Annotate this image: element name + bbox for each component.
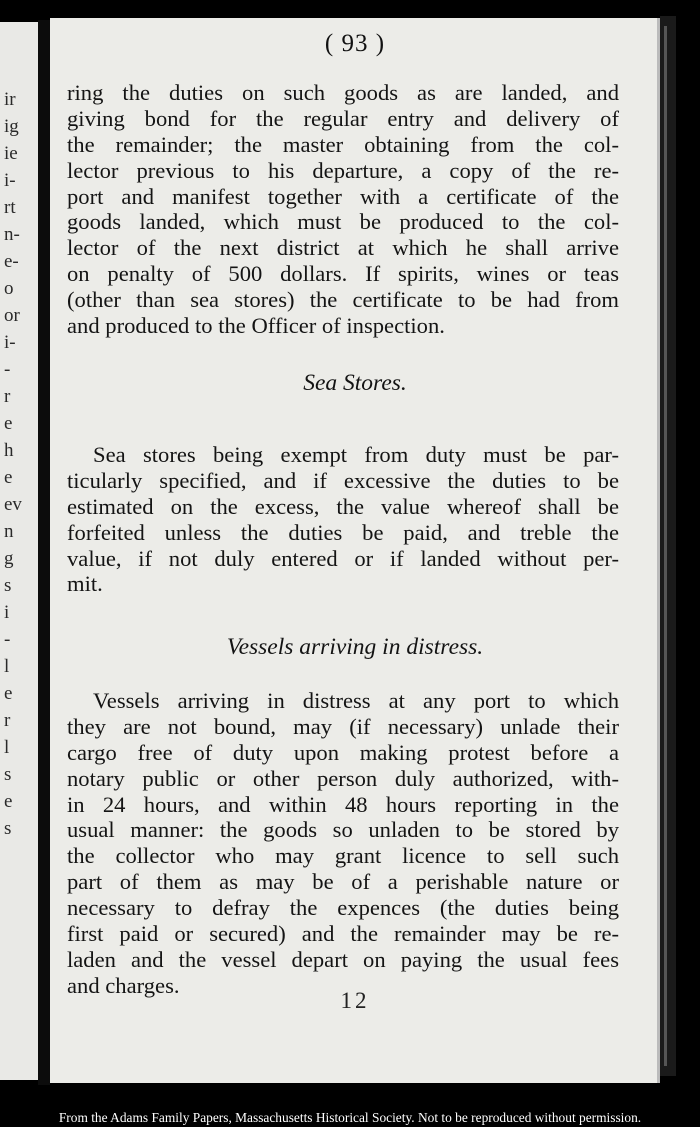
text-line: first paid or secured) and the remainder may be re- <box>67 921 619 947</box>
facing-page-text: i <box>4 602 10 623</box>
book-page-93 <box>50 18 660 1083</box>
text-line: estimated on the excess, the value whereof shall be <box>67 493 619 519</box>
text-line: value, if not duly entered or if landed without per- <box>67 545 619 571</box>
facing-page-text: s <box>4 818 12 839</box>
facing-page-text: ig <box>4 116 19 137</box>
text-line: necessary to defray the expences (the duties being <box>67 895 619 921</box>
facing-page-text: e <box>4 467 13 488</box>
facing-page-text: - <box>4 359 11 380</box>
text-line: ticularly specified, and if excessive the duties to be <box>67 467 619 493</box>
paragraph-vessels-in-distress <box>67 688 619 999</box>
facing-page-text: ie <box>4 143 18 164</box>
facing-page-text: s <box>4 764 12 785</box>
heading-vessels-in-distress: Vessels arriving in distress. <box>226 634 484 660</box>
facing-page-text: g <box>4 548 14 569</box>
text-line: goods landed, which must be produced to the col- <box>67 209 619 235</box>
facing-page-text: n <box>4 521 14 542</box>
copyright-footer: From the Adams Family Papers, Massachusetts Historical Society. Not to be reproduced without permission. <box>58 1110 642 1125</box>
text-line: usual manner: the goods so unladen to be stored by <box>67 817 619 843</box>
facing-page-fragment <box>0 22 40 1080</box>
book-gutter <box>38 20 50 1085</box>
facing-page-text: l <box>4 656 10 677</box>
facing-page-text: o <box>4 278 14 299</box>
page-edge <box>660 16 676 1076</box>
text-line: Vessels arriving in distress at any port to which <box>93 688 619 713</box>
text-line: lector of the next district at which he shall arrive <box>67 235 619 261</box>
text-line: notary public or other person duly authorized, with- <box>67 765 619 791</box>
text-line: and charges. <box>67 972 180 998</box>
facing-page-text: i- <box>4 170 16 191</box>
facing-page-text: e- <box>4 251 19 272</box>
text-line: in 24 hours, and within 48 hours reporting in the <box>67 791 619 817</box>
text-line: the collector who may grant licence to sell such <box>67 843 619 869</box>
text-line: giving bond for the regular entry and delivery of <box>67 105 619 131</box>
page-number: ( 93 ) <box>324 30 386 57</box>
facing-page-text: rt <box>4 197 16 218</box>
heading-sea-stores: Sea Stores. <box>303 370 407 396</box>
facing-page-text: r <box>4 386 11 407</box>
text-line: the remainder; the master obtaining from the col- <box>67 131 619 157</box>
facing-page-text: n- <box>4 224 20 245</box>
facing-page-text: ir <box>4 89 16 110</box>
paragraph-sea-stores <box>67 442 619 597</box>
text-line: they are not bound, may (if necessary) unlade their <box>67 713 619 739</box>
text-line: mit. <box>67 571 103 597</box>
facing-page-text: h <box>4 440 14 461</box>
facing-page-text: e <box>4 683 13 704</box>
facing-page-text: e <box>4 791 13 812</box>
text-line: (other than sea stores) the certificate to be had from <box>67 287 619 313</box>
paragraph-import-duties <box>67 80 619 339</box>
facing-page-text: or <box>4 305 20 326</box>
facing-page-text: ev <box>4 494 22 515</box>
facing-page-text: l <box>4 737 10 758</box>
text-line: Sea stores being exempt from duty must be par- <box>93 442 619 467</box>
facing-page-text: s <box>4 575 12 596</box>
text-line: ring the duties on such goods as are landed, and <box>67 80 619 105</box>
facing-page-text: i- <box>4 332 16 353</box>
facing-page-text: e <box>4 413 13 434</box>
text-line: port and manifest together with a certificate of the <box>67 183 619 209</box>
facing-page-text: r <box>4 710 11 731</box>
text-line: cargo free of duty upon making protest before a <box>67 739 619 765</box>
text-line: lector previous to his departure, a copy of the re- <box>67 157 619 183</box>
facing-page-text: - <box>4 629 11 650</box>
text-line: on penalty of 500 dollars. If spirits, wines or teas <box>67 261 619 287</box>
text-line: forfeited unless the duties be paid, and treble the <box>67 519 619 545</box>
signature-mark: 12 <box>340 988 370 1013</box>
text-line: and produced to the Officer of inspection. <box>67 313 445 339</box>
text-line: laden and the vessel depart on paying the usual fees <box>67 946 619 972</box>
text-line: part of them as may be of a perishable nature or <box>67 869 619 895</box>
